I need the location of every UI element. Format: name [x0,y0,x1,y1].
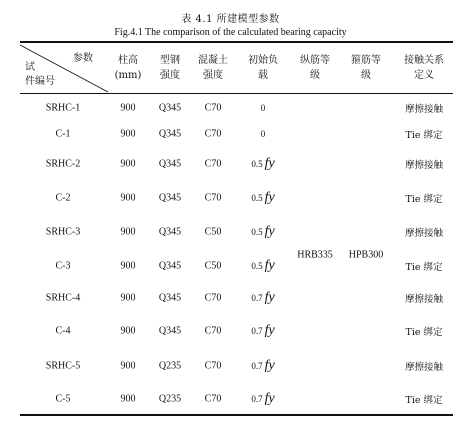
table-cell-contact-definition: 摩擦接触 [404,362,443,373]
table-cell-concrete-strength: C50 [204,226,222,238]
table-cell-initial-load [236,258,290,274]
table-cell-initial-load [236,190,290,206]
initial-load-yield-symbol: fy [264,391,275,406]
table-cell-concrete-strength: C70 [204,393,222,405]
table-cell-steel-strength: Q345 [158,158,182,170]
table-cell-initial-load [236,391,290,407]
initial-load-coefficient: 0 [260,129,266,139]
initial-load-coefficient: 0.5 [251,193,263,203]
table-cell-specimen-id: SRHC-4 [45,292,81,304]
initial-load-coefficient: 0.7 [251,361,263,371]
header-longitudinal-bar-grade [290,45,340,91]
table-cell-initial-load [236,156,290,172]
table-cell-specimen-id: C-4 [55,325,71,337]
table-cell-initial-load [236,358,290,374]
initial-load-coefficient: 0.5 [251,261,263,271]
header-stirrup-grade-line2: 级 [361,70,371,81]
merged-stirrup-grade: HPB300 [348,249,384,261]
table-cell-steel-strength: Q345 [158,260,182,272]
table-cell-column-height: 900 [120,292,136,304]
table-cell-specimen-id: SRHC-5 [45,360,81,372]
table-cell-column-height: 900 [120,226,136,238]
table-cell-contact-definition: Tie 绑定 [405,130,443,141]
table-cell-initial-load [236,290,290,306]
table-cell-steel-strength: Q235 [158,360,182,372]
table-cell-contact-definition: 摩擦接触 [404,294,443,305]
table-cell-initial-load [236,323,290,339]
table-cell-steel-strength: Q345 [158,226,182,238]
header-initial-load-line2: 载 [258,70,268,81]
table-cell-concrete-strength: C70 [204,158,222,170]
initial-load-yield-symbol: fy [264,224,275,239]
table-cell-steel-strength: Q235 [158,393,182,405]
table-cell-concrete-strength: C70 [204,292,222,304]
table-cell-initial-load [236,103,290,113]
table-cell-column-height: 900 [120,128,136,140]
table-cell-specimen-id: C-2 [55,192,71,204]
table-caption-english: Fig.4.1 The comparison of the calculated bearing capacity [114,27,347,38]
header-diagonal-specimen-label-2: 件编号 [25,76,55,87]
table-bottom-rule [20,414,453,416]
table-cell-contact-definition: 摩擦接触 [404,104,443,115]
initial-load-coefficient: 0.7 [251,326,263,336]
header-concrete-strength [190,45,236,91]
table-cell-specimen-id: C-5 [55,393,71,405]
table-cell-concrete-strength: C70 [204,325,222,337]
header-contact-definition-line2: 定义 [414,70,434,81]
header-longitudinal-bar-grade-line1: 纵筋等 [300,55,330,66]
table-cell-column-height: 900 [120,260,136,272]
table-cell-column-height: 900 [120,102,136,114]
header-column-height [106,45,150,91]
header-longitudinal-bar-grade-line2: 级 [310,70,320,81]
header-steel-strength [150,45,190,91]
header-diagonal-param-label: 参数 [73,53,93,64]
table-cell-steel-strength: Q345 [158,192,182,204]
table-caption-chinese: 表 4.1 所建模型参数 [181,14,280,25]
table-cell-contact-definition: Tie 绑定 [405,327,443,338]
table-cell-column-height: 900 [120,158,136,170]
initial-load-coefficient: 0.7 [251,293,263,303]
header-column-height-line1: 柱高 [118,55,138,66]
merged-longitudinal-bar-grade: HRB335 [297,249,333,261]
table-cell-contact-definition: Tie 绑定 [405,395,443,406]
header-contact-definition-line1: 接触关系 [404,55,444,66]
table-cell-initial-load [236,224,290,240]
header-stirrup-grade-line1: 箍筋等 [351,55,381,66]
header-diagonal-specimen-label-1: 试 [25,62,35,73]
table-cell-specimen-id: SRHC-2 [45,158,81,170]
initial-load-yield-symbol: fy [264,156,275,171]
table-cell-specimen-id: SRHC-3 [45,226,81,238]
table-cell-specimen-id: SRHC-1 [45,102,81,114]
table-cell-specimen-id: C-1 [55,128,71,140]
table-cell-concrete-strength: C70 [204,128,222,140]
header-concrete-strength-line1: 混凝土 [198,55,228,66]
initial-load-yield-symbol: fy [264,190,275,205]
table-cell-column-height: 900 [120,360,136,372]
table-cell-contact-definition: 摩擦接触 [404,228,443,239]
table-cell-contact-definition: 摩擦接触 [404,160,443,171]
table-cell-contact-definition: Tie 绑定 [405,262,443,273]
header-stirrup-grade [340,45,392,91]
table-cell-steel-strength: Q345 [158,325,182,337]
initial-load-yield-symbol: fy [264,358,275,373]
table-cell-column-height: 900 [120,192,136,204]
header-steel-strength-line1: 型钢 [160,55,180,66]
initial-load-yield-symbol: fy [264,323,275,338]
table-cell-steel-strength: Q345 [158,102,182,114]
table-cell-concrete-strength: C50 [204,260,222,272]
table-cell-column-height: 900 [120,325,136,337]
header-initial-load-line1: 初始负 [248,55,278,66]
table-cell-column-height: 900 [120,393,136,405]
header-initial-load [236,45,290,91]
initial-load-coefficient: 0.5 [251,227,263,237]
table-cell-concrete-strength: C70 [204,360,222,372]
initial-load-coefficient: 0 [260,103,266,113]
header-steel-strength-line2: 强度 [160,70,180,81]
table-cell-concrete-strength: C70 [204,102,222,114]
initial-load-coefficient: 0.5 [251,159,263,169]
header-concrete-strength-line2: 强度 [203,70,223,81]
table-cell-concrete-strength: C70 [204,192,222,204]
table-cell-steel-strength: Q345 [158,292,182,304]
table-cell-steel-strength: Q345 [158,128,182,140]
header-contact-definition [392,45,456,91]
table-cell-initial-load [236,129,290,139]
initial-load-yield-symbol: fy [264,258,275,273]
table-cell-contact-definition: Tie 绑定 [405,194,443,205]
header-column-height-line2: (mm) [114,70,142,81]
initial-load-yield-symbol: fy [264,290,275,305]
initial-load-coefficient: 0.7 [251,394,263,404]
table-cell-specimen-id: C-3 [55,260,71,272]
